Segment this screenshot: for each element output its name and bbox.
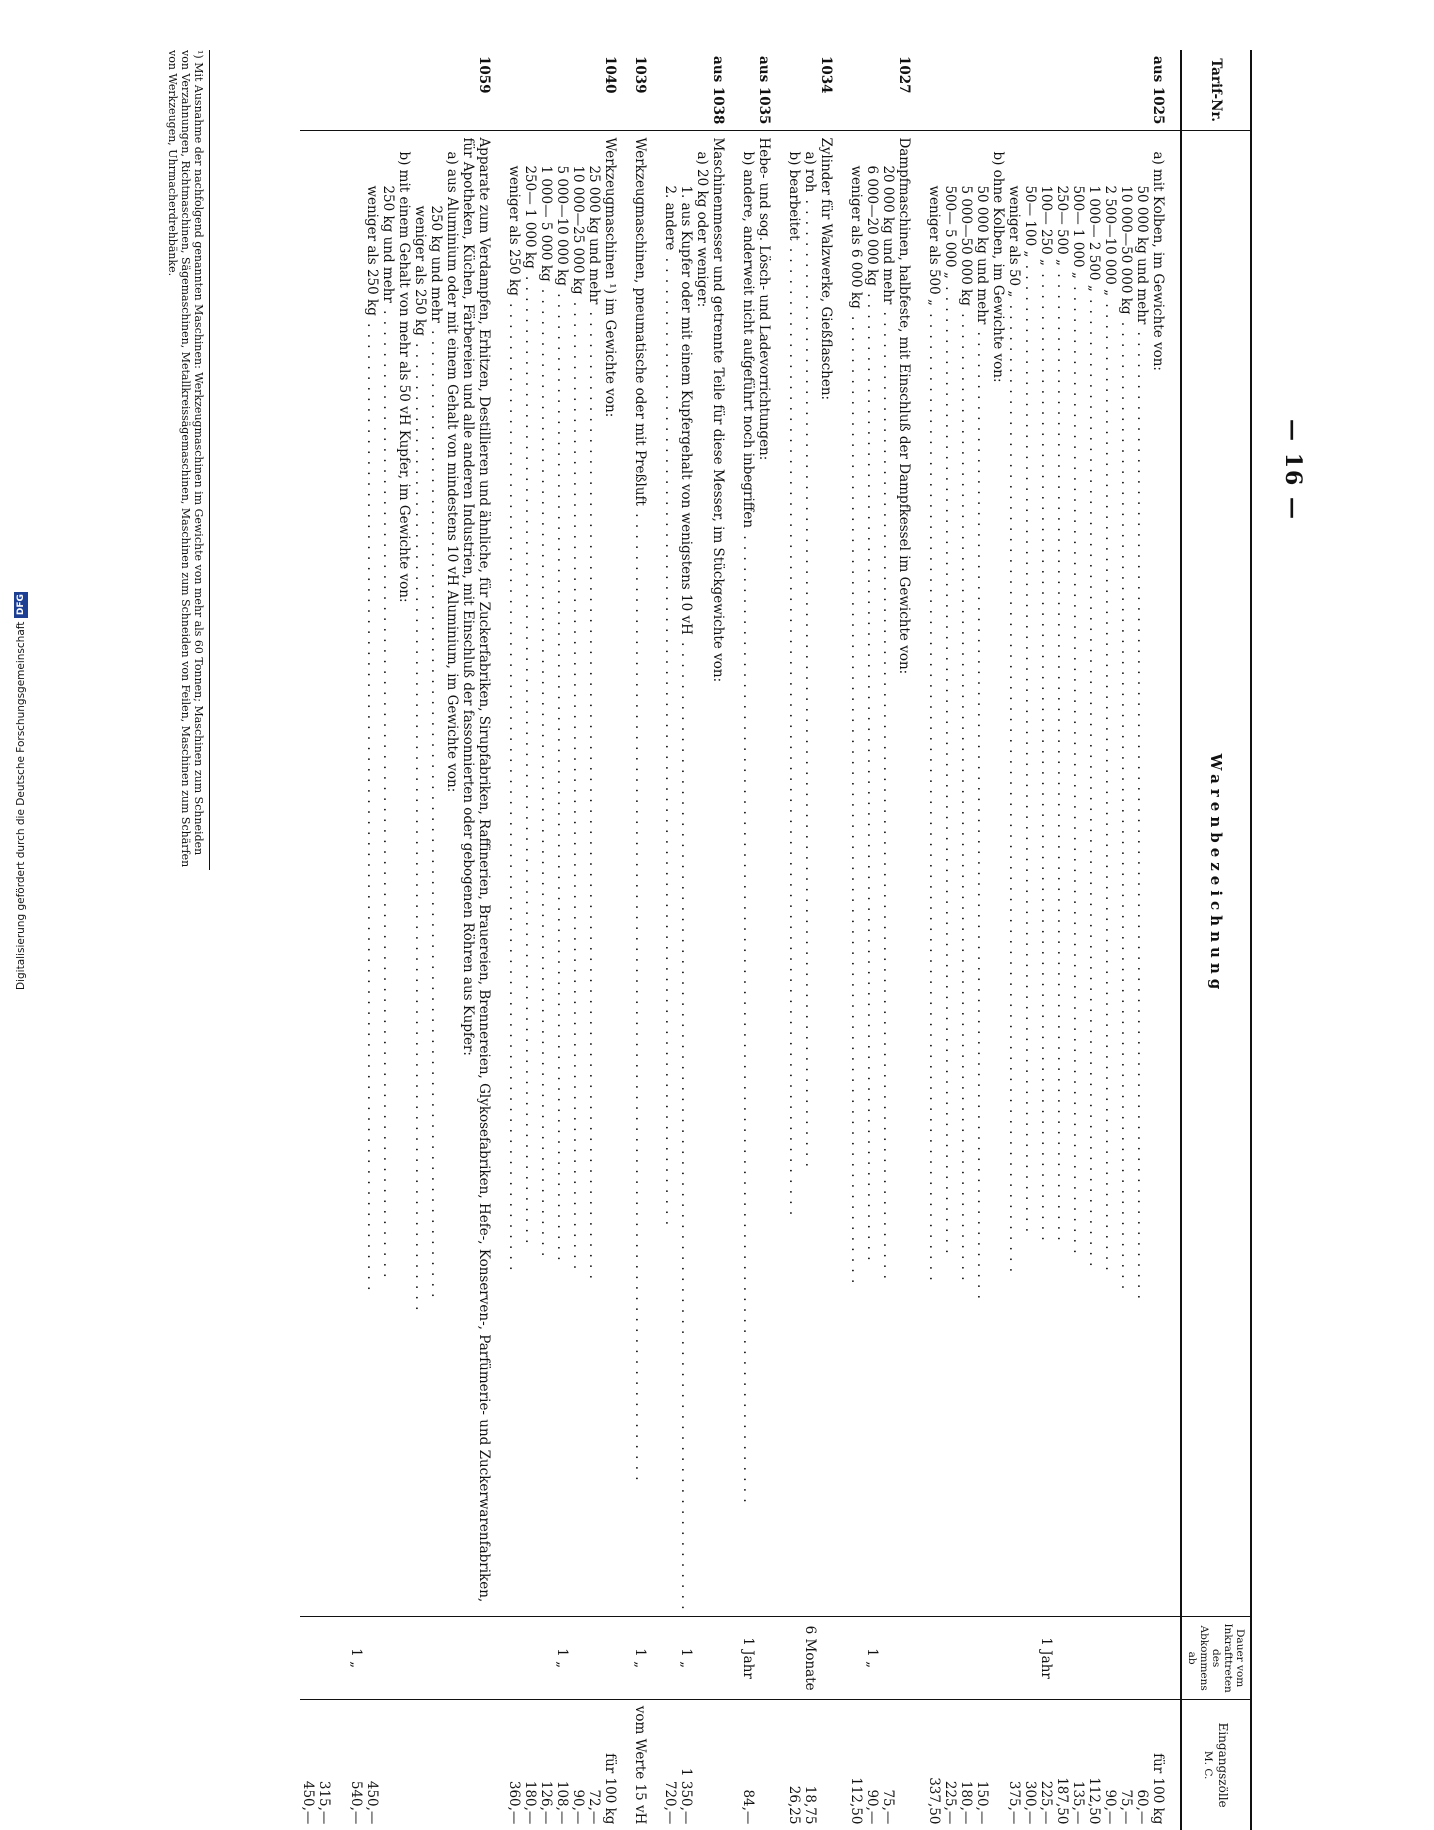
description-text: 1 000— 5 000 kg <box>538 165 554 282</box>
goods-description <box>786 131 848 1617</box>
tariff-row <box>740 50 786 1830</box>
duty-value: 90,— <box>864 1789 880 1825</box>
duty-cell <box>786 1699 848 1830</box>
description-text: Zylinder für Walzwerke, Gießflaschen: <box>818 137 834 401</box>
description-line <box>460 137 492 1610</box>
duty-value: 75,— <box>1118 1789 1134 1825</box>
duration-value <box>896 1623 912 1692</box>
tariff-row <box>506 50 632 1830</box>
goods-description <box>506 131 632 1617</box>
tariff-row <box>300 50 506 1830</box>
description-text: Werkzeugmaschinen, pneumatische oder mit Preßluft <box>632 137 648 506</box>
duration-value: 1 „ <box>678 1648 694 1669</box>
duration-value: 1 Jahr <box>740 1637 756 1679</box>
tariff-number: 1059 <box>300 50 506 131</box>
duty-cell <box>848 1699 926 1830</box>
footnote: ¹) Mit Ausnahme der nachfolgend genannten Maschinen: Werkzeugmaschinen im Gewichte von mehr als 60 Tonnen; Maschinen zum Schneiden von Verzahnungen, Richtmaschinen, Sägemaschinen, Metallkreissägemaschinen, Maschinen zum Schneiden von Feilen, Maschinen zum Schärfen von Werkzeugen, Uhrmacherdrehbänke. <box>166 50 210 870</box>
description-line <box>632 137 648 1610</box>
description-text: 25 000 kg und mehr <box>586 165 602 305</box>
goods-description <box>740 131 786 1617</box>
description-line <box>694 137 710 1610</box>
duty-value <box>412 1706 492 1825</box>
description-text: 5 000—50 000 kg <box>958 185 974 306</box>
duration-value <box>710 1623 726 1692</box>
tariff-number: 1040 <box>506 50 632 131</box>
duration-value: 1 Jahr <box>1038 1637 1054 1679</box>
duty-cell <box>662 1699 740 1830</box>
duration-value <box>662 1623 678 1692</box>
description-text: weniger als 500 „ <box>926 185 942 307</box>
duty-value: 18,75 <box>802 1785 818 1825</box>
page-number: — 16 — <box>1280 419 1306 521</box>
description-line <box>802 137 818 1610</box>
duty-value: 150,— <box>974 1780 990 1825</box>
description-text: b) mit einem Gehalt von mehr als 50 vH Kupfer, im Gewichte von: <box>396 151 412 603</box>
description-line <box>848 137 864 1610</box>
duty-value <box>380 1706 412 1825</box>
tariff-number: 1039 <box>632 50 662 131</box>
duration-value <box>1054 1623 1070 1692</box>
description-line <box>818 137 834 1610</box>
duty-value <box>332 1706 348 1825</box>
duty-cell <box>926 1699 1181 1830</box>
duration-value: 6 Monate <box>802 1625 818 1691</box>
description-text: 5 000—10 000 kg <box>554 165 570 286</box>
description-text: 250 kg und mehr <box>428 205 444 323</box>
description-line <box>380 137 396 1610</box>
tariff-number: aus 1025 <box>926 50 1181 131</box>
description-text: 20 000 kg und mehr <box>880 165 896 305</box>
duty-value: 108,— <box>554 1780 570 1825</box>
duration-value <box>522 1623 538 1692</box>
description-text: a) aus Aluminium oder mit einem Gehalt von mindestens 10 vH Aluminium, im Gewichte von: <box>444 151 460 793</box>
duration-value <box>538 1623 554 1692</box>
tariff-row <box>632 50 662 1830</box>
duty-value: 72,— <box>586 1789 602 1825</box>
duty-value: 450,— <box>300 1780 316 1825</box>
description-line <box>444 137 460 1610</box>
duty-cell <box>300 1699 506 1830</box>
description-text: b) bearbeitet <box>786 151 802 241</box>
description-text: 250— 500 „ <box>1054 185 1070 267</box>
tariff-row <box>786 50 848 1830</box>
duration-value: 1 „ <box>554 1648 570 1669</box>
duty-value: 180,— <box>522 1780 538 1825</box>
duration-value <box>570 1623 586 1692</box>
description-line <box>1006 137 1022 1610</box>
duty-value: 720,— <box>662 1780 678 1825</box>
col-header-nr: Tarif-Nr. <box>1181 50 1251 131</box>
duty-cell <box>506 1699 632 1830</box>
description-text: weniger als 250 kg <box>364 185 380 316</box>
description-line <box>586 137 602 1610</box>
description-line <box>926 137 942 1610</box>
description-line <box>1038 137 1054 1610</box>
description-line <box>602 137 618 1610</box>
description-text: weniger als 6 000 kg <box>848 165 864 309</box>
duration-value: 1 „ <box>348 1648 364 1669</box>
description-text: 500— 5 000 „ <box>942 185 958 279</box>
duration-cell <box>300 1617 506 1699</box>
duty-value: für 100 kg <box>1150 1753 1166 1825</box>
description-line <box>364 137 380 1610</box>
description-line <box>1086 137 1102 1610</box>
description-text: weniger als 50 „ <box>1006 185 1022 298</box>
description-text: 50— 100 „ <box>1022 185 1038 258</box>
duty-cell <box>632 1699 662 1830</box>
duty-value: 180,— <box>958 1780 974 1825</box>
goods-description <box>662 131 740 1617</box>
duration-value <box>818 1623 834 1692</box>
duty-value: für 100 kg <box>602 1753 618 1825</box>
duty-value: 75,— <box>880 1789 896 1825</box>
description-line <box>942 137 958 1610</box>
duty-value: 360,— <box>506 1780 522 1825</box>
duty-value <box>896 1706 912 1825</box>
description-text: 10 000—25 000 kg <box>570 165 586 295</box>
duty-value: 1 350,— <box>678 1767 694 1825</box>
duration-cell <box>786 1617 848 1699</box>
duration-value <box>380 1623 412 1692</box>
duration-value <box>1102 1623 1118 1692</box>
description-line <box>896 137 912 1610</box>
description-text: Hebe- und sog. Lösch- und Ladevorrichtungen: <box>756 137 772 461</box>
duration-cell <box>926 1617 1181 1699</box>
tariff-rows <box>300 50 1181 1830</box>
duration-value <box>586 1623 602 1692</box>
tariff-table <box>300 50 1252 1830</box>
duty-value: 26,25 <box>786 1785 802 1825</box>
duration-value <box>1150 1623 1166 1692</box>
duty-value <box>694 1706 710 1825</box>
duration-cell <box>632 1617 662 1699</box>
description-text: Maschinenmesser und getrennte Teile für diese Messer, im Stückgewichte von: <box>710 137 726 683</box>
duration-value <box>1118 1623 1134 1692</box>
duration-value <box>926 1623 942 1692</box>
digitization-note <box>14 592 28 990</box>
tariff-row <box>848 50 926 1830</box>
description-line <box>538 137 554 1610</box>
description-text: 50 000 kg und mehr <box>974 185 990 325</box>
duration-value <box>958 1623 974 1692</box>
description-text: 250 kg und mehr <box>380 185 396 303</box>
description-line <box>1054 137 1070 1610</box>
duty-value <box>710 1706 726 1825</box>
tariff-number: aus 1038 <box>662 50 740 131</box>
duration-value <box>1070 1623 1086 1692</box>
duration-cell <box>740 1617 786 1699</box>
duration-value <box>364 1623 380 1692</box>
digitization-note-text: Digitalisierung gefördert durch die Deutsche Forschungsgemeinschaft <box>15 621 27 990</box>
duty-cell <box>740 1699 786 1830</box>
description-line <box>974 137 990 1610</box>
duration-value <box>974 1623 990 1692</box>
col-header-duty-label: Eingangszölle <box>1216 1722 1231 1808</box>
dfg-logo: DFG <box>14 592 28 618</box>
description-text: 2. andere <box>662 185 678 251</box>
description-line <box>522 137 538 1610</box>
duty-value: 84,— <box>740 1789 756 1825</box>
document-page <box>50 40 1310 1825</box>
description-line <box>710 137 726 1610</box>
duty-value: 315,— <box>316 1780 332 1825</box>
duration-value <box>1022 1623 1038 1692</box>
duration-value <box>942 1623 958 1692</box>
description-text: 2 500—10 000 „ <box>1102 185 1118 297</box>
description-text: 500— 1 000 „ <box>1070 185 1086 279</box>
duty-value: 540,— <box>348 1780 364 1825</box>
description-line <box>662 137 678 1610</box>
duty-value: 225,— <box>942 1780 958 1825</box>
duty-value: 135,— <box>1070 1780 1086 1825</box>
description-line <box>554 137 570 1610</box>
tariff-number: 1027 <box>848 50 926 131</box>
duration-value <box>332 1623 348 1692</box>
description-text: 1 000— 2 500 „ <box>1086 185 1102 292</box>
duration-value <box>848 1623 864 1692</box>
description-line <box>786 137 802 1610</box>
duration-value <box>506 1623 522 1692</box>
duty-value: 126,— <box>538 1780 554 1825</box>
tariff-number: 1034 <box>786 50 848 131</box>
table-header-row <box>1181 50 1251 1830</box>
description-text: 250— 1 000 kg <box>522 165 538 269</box>
duty-value: 187,50 <box>1054 1777 1070 1825</box>
duty-value: 60,— <box>1134 1789 1150 1825</box>
duty-value: 112,50 <box>848 1777 864 1825</box>
description-line <box>1150 137 1166 1610</box>
goods-description <box>632 131 662 1617</box>
description-text: 50 000 kg und mehr <box>1134 185 1150 325</box>
duration-value: 1 „ <box>632 1648 648 1669</box>
description-line <box>864 137 880 1610</box>
duty-value: 90,— <box>570 1789 586 1825</box>
description-text: Dampfmaschinen, halbfeste, mit Einschluß der Dampfkessel im Gewichte von: <box>896 137 912 675</box>
description-line <box>678 137 694 1610</box>
duty-value <box>756 1706 772 1825</box>
duty-value: 337,50 <box>926 1777 942 1825</box>
description-line <box>1070 137 1086 1610</box>
duty-value: 300,— <box>1022 1780 1038 1825</box>
description-line <box>1118 137 1134 1610</box>
description-text: Werkzeugmaschinen ¹) im Gewichte von: <box>602 137 618 418</box>
description-text: a) 20 kg oder weniger: <box>694 151 710 308</box>
col-header-duty-unit: M. C. <box>1202 1750 1215 1780</box>
duration-value <box>316 1623 332 1692</box>
duration-value <box>1134 1623 1150 1692</box>
description-line <box>396 137 412 1610</box>
duty-value <box>818 1706 834 1825</box>
duration-value <box>1006 1623 1022 1692</box>
duration-value <box>1086 1623 1102 1692</box>
goods-description <box>926 131 1181 1617</box>
duty-value: 450,— <box>364 1780 380 1825</box>
tariff-number: aus 1035 <box>740 50 786 131</box>
description-text: 100— 250 „ <box>1038 185 1054 267</box>
description-line <box>990 137 1006 1610</box>
duration-value <box>990 1623 1006 1692</box>
tariff-row <box>926 50 1181 1830</box>
duration-cell <box>848 1617 926 1699</box>
duration-value <box>412 1623 492 1692</box>
duty-value: 112,50 <box>1086 1777 1102 1825</box>
duration-value <box>880 1623 896 1692</box>
duration-value <box>602 1623 618 1692</box>
tariff-row <box>662 50 740 1830</box>
col-header-description: Warenbezeichnung <box>1181 131 1251 1617</box>
description-text: b) andere, anderweit nicht aufgeführt noch inbegriffen <box>740 151 756 529</box>
description-text: 10 000—50 000 kg <box>1118 185 1134 315</box>
description-line <box>506 137 522 1610</box>
description-text: a) mit Kolben, im Gewichte von: <box>1150 151 1166 371</box>
description-line <box>428 137 444 1610</box>
duty-value: 375,— <box>1006 1780 1022 1825</box>
description-line <box>880 137 896 1610</box>
description-line <box>756 137 772 1610</box>
description-line <box>740 137 756 1610</box>
description-line <box>1102 137 1118 1610</box>
description-line <box>1134 137 1150 1610</box>
col-header-duration: Dauer vom Inkrafttreten des Abkommens ab <box>1181 1617 1251 1699</box>
description-line <box>570 137 586 1610</box>
duty-value: 90,— <box>1102 1789 1118 1825</box>
duty-value: vom Werte 15 vH <box>632 1705 648 1825</box>
description-text: weniger als 250 kg <box>412 205 428 336</box>
description-text: weniger als 250 kg <box>506 165 522 296</box>
duration-value <box>756 1623 772 1692</box>
description-text: a) roh <box>802 151 818 193</box>
col-header-duty <box>1181 1699 1251 1830</box>
duration-cell <box>506 1617 632 1699</box>
description-text: b) ohne Kolben, im Gewichte von: <box>990 151 1006 383</box>
duration-cell <box>662 1617 740 1699</box>
duration-value <box>300 1623 316 1692</box>
duration-value <box>694 1623 710 1692</box>
description-text: 1. aus Kupfer oder mit einem Kupfergehalt von wenigstens 10 vH <box>678 185 694 635</box>
description-line <box>412 137 428 1610</box>
description-text: Apparate zum Verdampfen, Erhitzen, Destillieren und ähnliche, für Zuckerfabriken, Sirupfabriken, Raffinerien, Brauereien, Brennereien, Glykosefabriken, Hefe-, Konserven-, Parfümerie- und Zuckerwarenfabriken, für Apotheken, Küchen, Färbereien und alle anderen Industrien, mit Einschluß der fassonnierten oder gebogenen Röhren aus Kupfer: <box>460 137 492 1603</box>
duty-value: 225,— <box>1038 1780 1054 1825</box>
duration-value <box>786 1623 802 1692</box>
duty-value <box>990 1706 1006 1825</box>
description-line <box>1022 137 1038 1610</box>
duration-value: 1 „ <box>864 1648 880 1669</box>
goods-description <box>848 131 926 1617</box>
description-line <box>958 137 974 1610</box>
description-text: 6 000—20 000 kg <box>864 165 880 286</box>
goods-description <box>300 131 506 1617</box>
